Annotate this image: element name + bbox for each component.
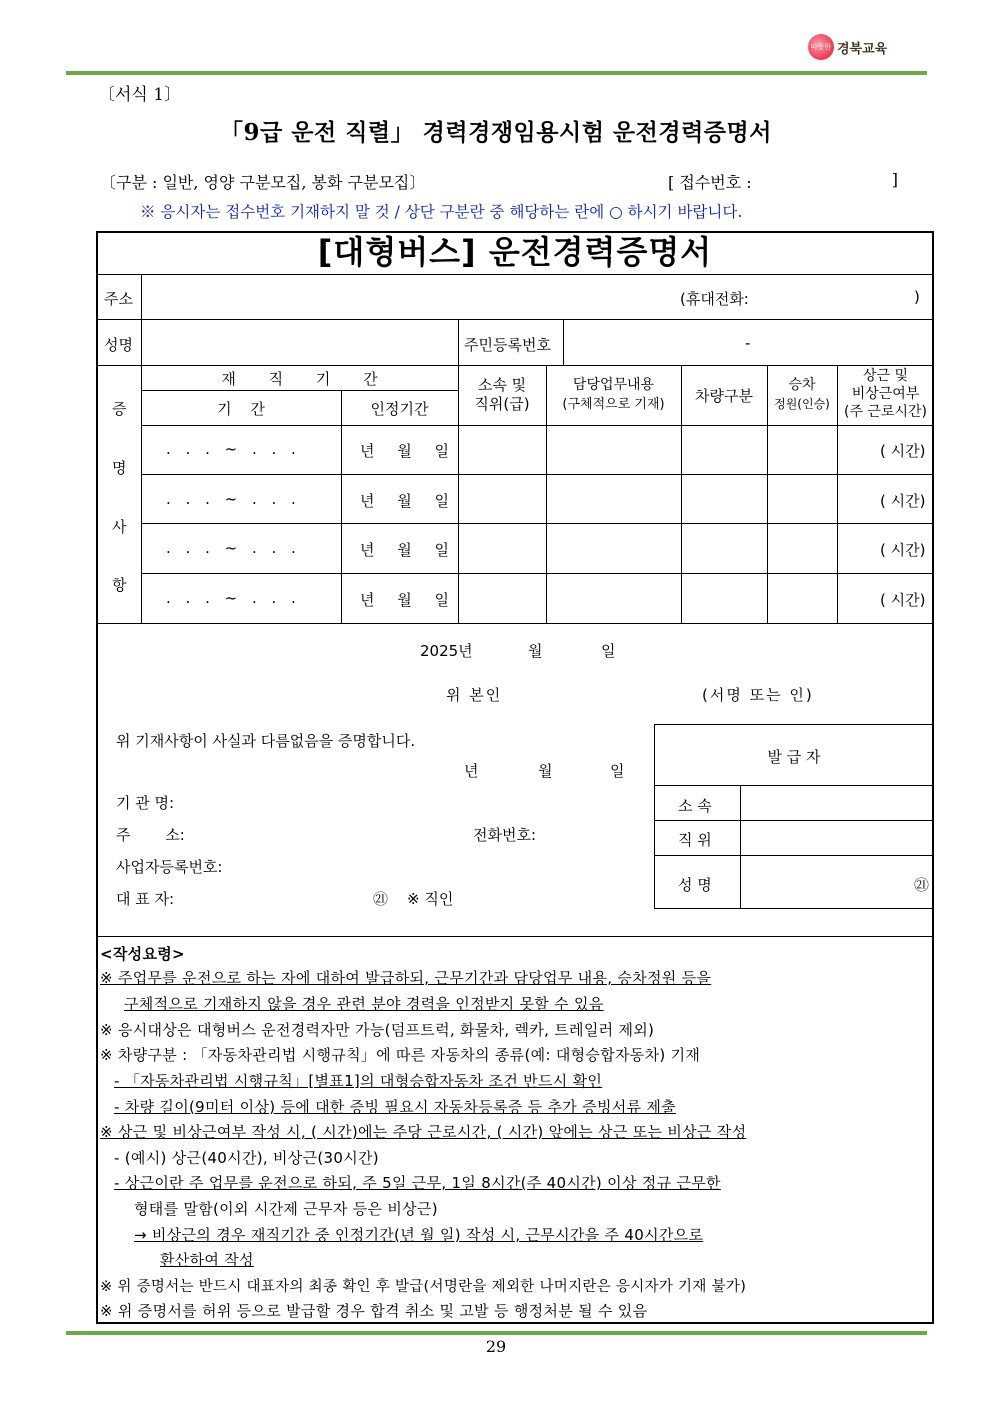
date-month: 월: [528, 642, 543, 660]
side-label: 항: [112, 576, 127, 594]
col-duty: [546, 376, 681, 414]
col-fulltime-line: 상근 및: [862, 368, 909, 384]
col-duty-line: (구체적으로 기재): [562, 397, 665, 412]
side-label: 사: [112, 518, 127, 536]
row-period[interactable]: . . . ~ . . .: [166, 589, 296, 607]
form-number: 〔서식 1〕: [98, 85, 182, 105]
col-recognized: 인정기간: [370, 400, 429, 418]
org-name-label: 기 관 명:: [116, 794, 175, 812]
col-capacity: [767, 376, 837, 414]
representative-label: 대 표 자:: [116, 890, 175, 908]
guide-title: <작성요령>: [100, 945, 185, 963]
date-year: 2025년: [420, 642, 473, 660]
logo-text: 경북교육: [837, 41, 888, 57]
row-recognized[interactable]: 년 월 일: [360, 591, 450, 609]
document-title: 「9급 운전 직렬」 경력경쟁임용시험 운전경력증명서: [220, 119, 772, 146]
rrn-label: 주민등록번호: [464, 336, 551, 354]
divider: [563, 319, 564, 365]
guide-line: ※ 차량구분 : 「자동차관리법 시행규칙」에 따른 자동차의 종류(예: 대형승합자동차) 기재: [100, 1046, 701, 1064]
org-address-label: 주 소:: [116, 826, 185, 844]
divider: [141, 425, 934, 426]
issuer-affiliation-label: 소 속: [678, 797, 712, 815]
col-affiliation-line: 직위(급): [474, 395, 530, 413]
phone-label: (휴대전화:: [680, 290, 749, 308]
divider: [141, 474, 934, 475]
guide-line: - 「자동차관리법 시행규칙」[별표1]의 대형승합자동차 조건 반드시 확인: [114, 1072, 603, 1090]
side-label: 증: [112, 400, 127, 418]
seal-icon: ㉑: [373, 890, 389, 908]
col-capacity-line: 정원(인승): [774, 397, 830, 411]
divider: [96, 319, 934, 320]
col-fulltime-line: (주 근로시간): [844, 404, 927, 420]
row-recognized[interactable]: 년 월 일: [360, 442, 450, 460]
divider: [458, 319, 459, 365]
col-fulltime-line: 비상근여부: [851, 386, 920, 402]
phone-close: ): [914, 288, 920, 306]
page-number: 29: [485, 1337, 507, 1356]
cert-year: 년: [464, 762, 479, 780]
sign-label[interactable]: (서명 또는 인): [702, 686, 814, 704]
issuer-name-label: 성 명: [678, 876, 712, 894]
category-line: 〔구분 : 일반, 영양 구분모집, 봉화 구분모집〕: [100, 173, 426, 192]
certify-text: 위 기재사항이 사실과 다름없음을 증명합니다.: [116, 732, 416, 750]
col-period: 기 간: [217, 400, 265, 418]
biz-no-label: 사업자등록번호:: [116, 858, 223, 876]
guide-line: 환산하여 작성: [160, 1251, 254, 1269]
row-period[interactable]: . . . ~ . . .: [166, 440, 296, 458]
guide-line: ※ 주업무를 운전으로 하는 자에 대하여 발급하되, 근무기간과 담당업무 내용, 승차정원 등을: [100, 969, 712, 987]
bottom-rule: [66, 1331, 927, 1335]
guide-line: → 비상근의 경우 재직기간 중 인정기간(년 월 일) 작성 시, 근무시간을 주 40시간으로: [134, 1226, 704, 1244]
guide-line: ※ 응시대상은 대형버스 운전경력자만 가능(덤프트럭, 화물차, 렉카, 트레일러 제외): [100, 1021, 655, 1039]
official-seal-label: ※ 직인: [407, 890, 454, 908]
guide-line: - 차량 길이(9미터 이상) 등에 대한 증빙 필요시 자동차등록증 등 추가 증빙서류 제출: [114, 1098, 676, 1116]
guide-line: ※ 위 증명서를 허위 등으로 발급할 경우 합격 취소 및 고발 등 행정처분 될 수 있음: [100, 1302, 648, 1320]
guide-line: - (예시) 상근(40시간), 비상근(30시간): [114, 1149, 379, 1167]
guide-line: ※ 위 증명서는 반드시 대표자의 최종 확인 후 발급(서명란을 제외한 나머지란은 응시자가 기재 불가): [100, 1279, 747, 1295]
divider: [96, 274, 934, 275]
col-capacity-line: 승차: [788, 377, 816, 393]
row-hours[interactable]: ( 시간): [880, 492, 926, 510]
row-period[interactable]: . . . ~ . . .: [166, 490, 296, 508]
top-rule: [66, 71, 927, 75]
col-employment: 재 직 기 간: [221, 370, 378, 388]
divider: [141, 274, 142, 623]
cert-month: 월: [538, 762, 553, 780]
receipt-number: [668, 170, 898, 193]
divider: [341, 390, 342, 623]
divider: [96, 623, 934, 624]
row-hours[interactable]: ( 시간): [880, 591, 926, 609]
row-recognized[interactable]: 년 월 일: [360, 541, 450, 559]
guide-line: - 상근이란 주 업무를 운전으로 하되, 주 5일 근무, 1일 8시간(주 40시간) 이상 정규 근무한: [114, 1174, 721, 1192]
row-hours[interactable]: ( 시간): [880, 442, 926, 460]
guide-line: 형태를 말함(이외 시간제 근무자 등은 비상근): [134, 1200, 438, 1218]
applicant-label: 위 본인: [446, 686, 503, 704]
issuer-title: 발 급 자: [767, 748, 821, 766]
receipt-label: [ 접수번호 :: [668, 173, 752, 192]
rrn-dash: -: [745, 334, 751, 352]
col-affiliation: [458, 376, 546, 414]
cert-day: 일: [610, 762, 625, 780]
address-label: 주소: [104, 290, 133, 308]
org-phone-label: 전화번호:: [473, 826, 537, 844]
divider: [654, 820, 934, 821]
row-recognized[interactable]: 년 월 일: [360, 492, 450, 510]
col-fulltime: [837, 367, 934, 421]
logo: [808, 34, 887, 60]
col-vehicle: 차량구분: [695, 387, 753, 405]
receipt-close: ]: [891, 170, 898, 189]
side-label: 명: [112, 459, 127, 477]
divider: [654, 855, 934, 856]
divider: [740, 785, 741, 909]
divider: [141, 390, 458, 391]
form-title: [대형버스] 운전경력증명서: [317, 233, 713, 271]
row-hours[interactable]: ( 시간): [880, 541, 926, 559]
divider: [141, 573, 934, 574]
name-label: 성명: [104, 336, 133, 354]
date-day: 일: [601, 642, 616, 660]
col-duty-line: 담당업무내용: [572, 377, 655, 393]
guide-line: ※ 상근 및 비상근여부 작성 시, ( 시간)에는 주당 근로시간, ( 시간) 앞에는 상근 또는 비상근 작성: [100, 1123, 747, 1141]
issuer-seal-icon: ㉑: [914, 876, 930, 894]
guide-line: 구체적으로 기재하지 않을 경우 관련 분야 경력을 인정받지 못할 수 있음: [124, 995, 604, 1013]
issuer-position-label: 직 위: [678, 831, 712, 849]
divider: [96, 936, 934, 937]
divider: [654, 785, 934, 786]
applicant-notice: ※ 응시자는 접수번호 기재하지 말 것 / 상단 구분란 중 해당하는 란에 ○ 하시기 바랍니다.: [140, 203, 743, 221]
divider: [141, 523, 934, 524]
divider: [96, 365, 934, 366]
row-period[interactable]: . . . ~ . . .: [166, 539, 296, 557]
logo-mark-icon: 따뜻한: [808, 34, 834, 60]
col-affiliation-line: 소속 및: [477, 376, 527, 394]
